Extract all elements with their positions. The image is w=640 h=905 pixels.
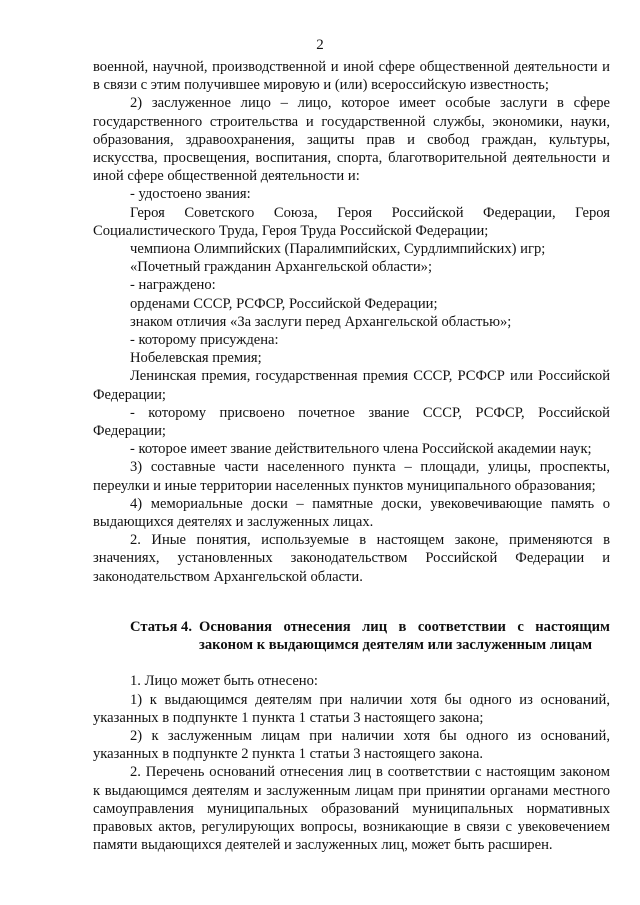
spacer [93, 586, 610, 604]
list-item-honorary-title: - которому присвоено почетное звание СССР, РСФСР, Российской Федерации; [93, 404, 610, 440]
paragraph-basis-list-extension: 2. Перечень оснований отнесения лиц в соответствии с настоящим законом к выдающимся деятелям и заслуженным лицам при принятии органами местного самоуправления муниципальных образований муниципальных нормативных правовых актов, регулирующих вопросы, возникающие в связи с увековечением памяти выдающихся деятелей и заслуженных лиц, может быть расширен. [93, 764, 610, 854]
article-title: Основания отнесения лиц в соответствии с настоящим законом к выдающимся деятелям или заслуженным лицам [199, 618, 610, 654]
article-number: Статья 4. [130, 618, 192, 635]
paragraph-outstanding-basis: 1) к выдающимся деятелям при наличии хотя бы одного из оснований, указанных в подпункте 1 пункта 1 статьи 3 настоящего закона; [93, 691, 610, 726]
paragraph-honored-person: 2) заслуженное лицо – лицо, которое имеет особые заслуги в сфере государственного строительства и государственной службы, экономики, науки, образования, здравоохранения, защиты прав и свобод граждан, культуры, искусства, просвещения, воспитания, спорта, благотворительной деятельности и иной сфере общественной деятельности и: [93, 95, 610, 185]
paragraph-other-concepts: 2. Иные понятия, используемые в настоящем законе, применяются в значениях, установленных законодательством Российской Федерации и законодательством Архангельской области. [93, 532, 610, 585]
list-item-academy-member: - которое имеет звание действительного члена Российской академии наук; [130, 441, 592, 458]
paragraph-person-may-be: 1. Лицо может быть отнесено: [130, 673, 318, 690]
paragraph-honored-basis: 2) к заслуженным лицам при наличии хотя бы одного из оснований, указанных в подпункте 2 пункта 1 статьи 3 настоящего закона. [93, 727, 610, 763]
list-item-prize-awarded: - которому присуждена: [130, 332, 279, 349]
list-item-orders: орденами СССР, РСФСР, Российской Федерации; [130, 295, 438, 312]
list-item-lenin-prize: Ленинская премия, государственная премия СССР, РСФСР или Российской Федерации; [93, 368, 610, 403]
document-body [93, 58, 610, 854]
page-number: 2 [316, 37, 324, 53]
paragraph-memorial-plaques: 4) мемориальные доски – памятные доски, увековечивающие память о выдающихся деятелях и заслуженных лицах. [93, 495, 610, 531]
list-item-title-awarded: - удостоено звания: [130, 186, 251, 203]
list-item-nobel-prize: Нобелевская премия; [130, 350, 262, 367]
list-item-badge: знаком отличия «За заслуги перед Архангельской областью»; [130, 313, 512, 330]
list-item-olympic-champion: чемпиона Олимпийских (Паралимпийских, Сурдлимпийских) игр; [130, 241, 546, 258]
list-item-honorary-citizen: «Почетный гражданин Архангельской области»; [130, 259, 433, 276]
spacer [93, 654, 610, 672]
list-item-hero-titles: Героя Советского Союза, Героя Российской Федерации, Героя Социалистического Труда, Героя Труда Российской Федерации; [93, 204, 610, 239]
list-item-awarded: - награждено: [130, 277, 216, 294]
paragraph-outstanding-figure-end: военной, научной, производственной и иной сфере общественной деятельности и в связи с этим получившее мировую и (или) всероссийскую известность; [93, 59, 610, 94]
article-heading [93, 618, 610, 654]
paragraph-settlement-parts: 3) составные части населенного пункта – площади, улицы, проспекты, переулки и иные территории населенных пунктов муниципального образования; [93, 459, 610, 494]
